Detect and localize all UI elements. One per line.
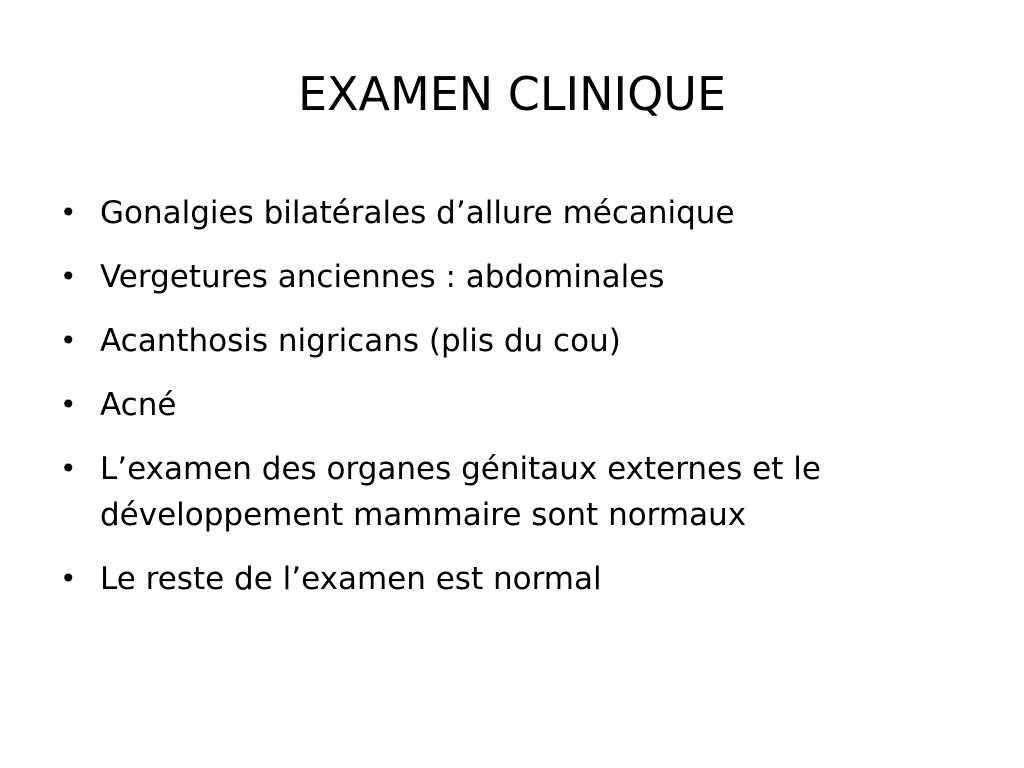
bullet-item [58, 318, 978, 364]
bullet-dot-icon: • [60, 562, 77, 595]
bullet-list [58, 190, 978, 620]
bullet-item [58, 446, 978, 538]
slide-title: EXAMEN CLINIQUE [297, 67, 727, 121]
bullet-item [58, 254, 978, 300]
bullet-dot-icon: • [60, 260, 77, 293]
bullet-item [58, 190, 978, 236]
bullet-item [58, 556, 978, 602]
bullet-text: Acné [100, 387, 177, 423]
bullet-text: Vergetures anciennes : abdominales [100, 259, 665, 295]
bullet-text: Le reste de l’examen est normal [100, 561, 602, 597]
bullet-dot-icon: • [60, 452, 77, 485]
bullet-dot-icon: • [60, 196, 77, 229]
bullet-dot-icon: • [60, 324, 77, 357]
bullet-dot-icon: • [60, 388, 77, 421]
bullet-text: L’examen des organes génitaux externes et le développement mammaire sont normaux [100, 451, 821, 533]
bullet-text: Acanthosis nigricans (plis du cou) [100, 323, 621, 359]
bullet-text: Gonalgies bilatérales d’allure mécanique [100, 195, 735, 231]
bullet-item [58, 382, 978, 428]
